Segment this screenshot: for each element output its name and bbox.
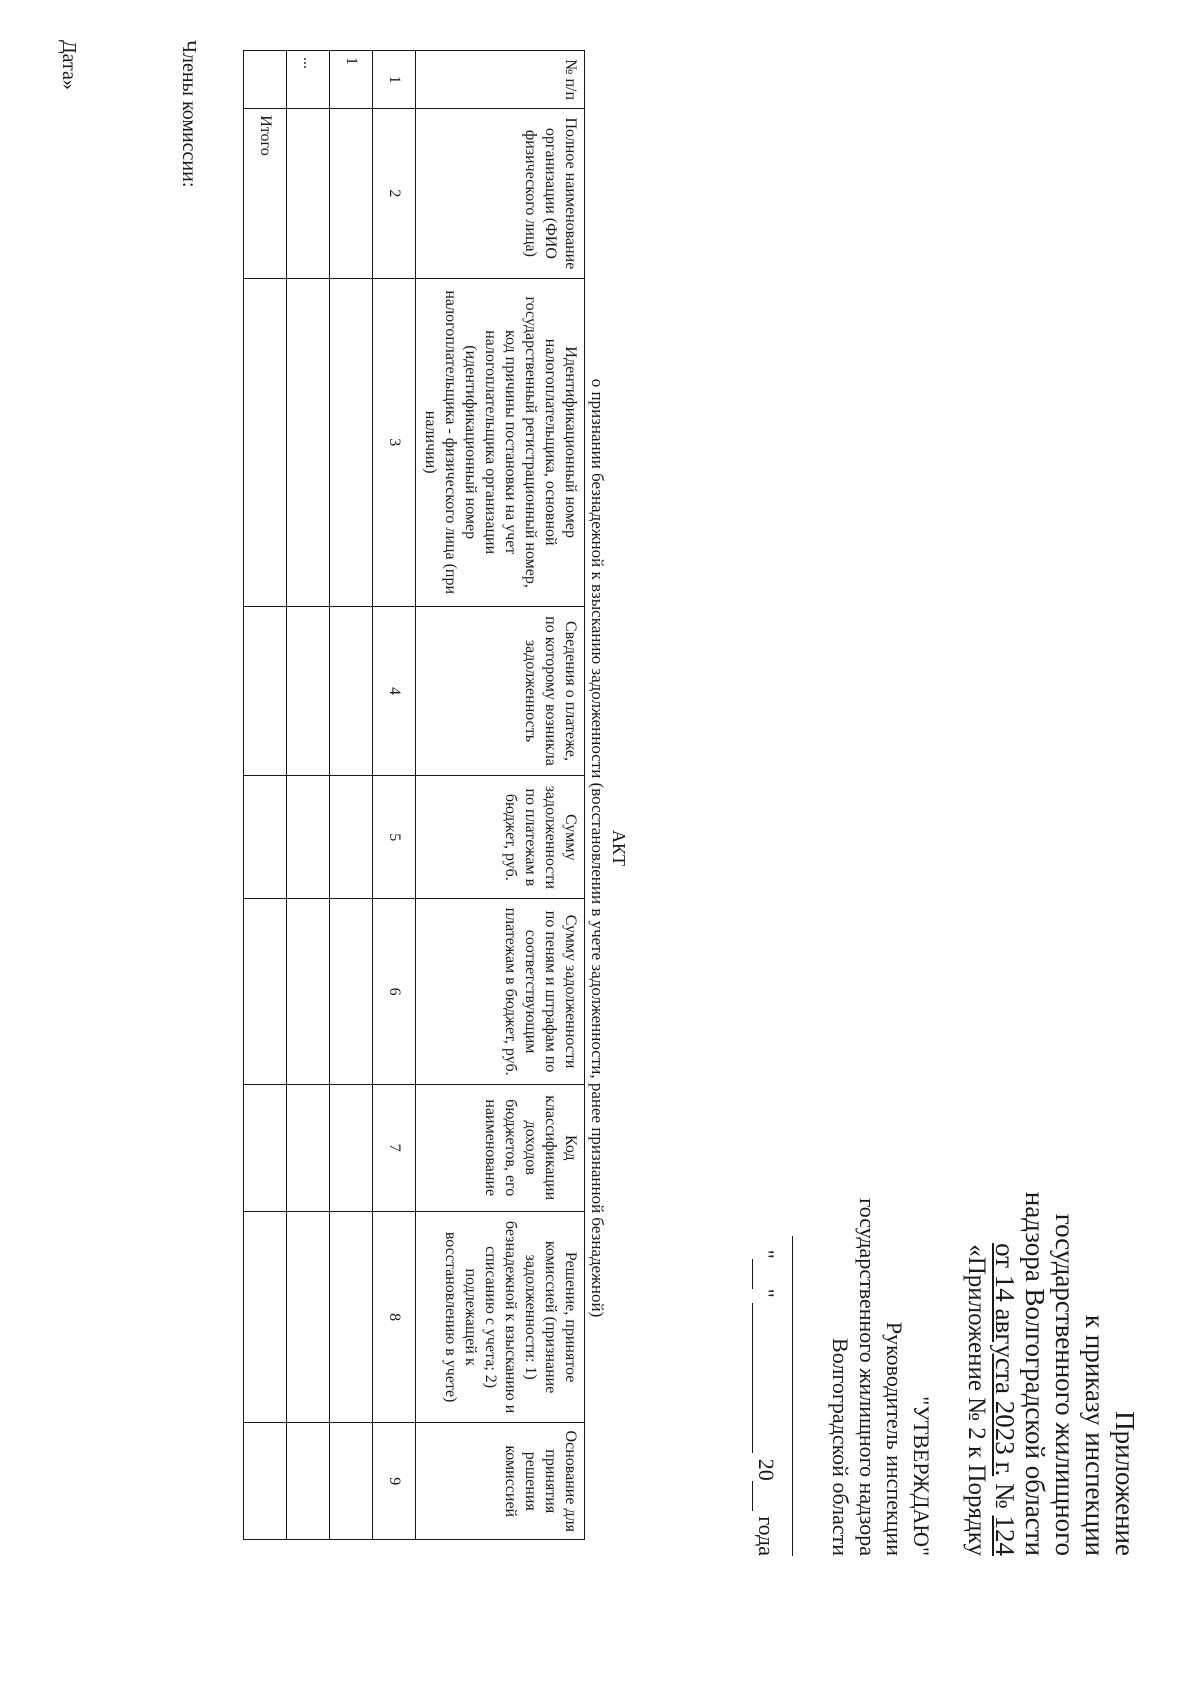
- appendix-block: [990, 996, 1140, 1556]
- date-year-prefix: 20: [754, 1458, 779, 1481]
- approval-title: "УТВЕРЖДАЮ": [909, 1396, 934, 1556]
- table-cell: 1: [373, 51, 416, 109]
- table-cell: ...: [287, 51, 330, 109]
- header-payment-info: Сведения о платеже, по которому возникла задолженность: [416, 606, 585, 775]
- table-cell: 7: [373, 1084, 416, 1211]
- header-name: Полное наименование организации (ФИО физического лица): [416, 109, 585, 278]
- header-budget-code: Код классификации доходов бюджетов, его наименование: [416, 1084, 585, 1211]
- table-cell: [287, 899, 330, 1084]
- table-cell: [244, 776, 287, 899]
- table-cell: [244, 1423, 287, 1540]
- table-cell: 5: [373, 776, 416, 899]
- approval-line: Волгоградской области: [828, 1338, 853, 1556]
- table-cell: [287, 1211, 330, 1423]
- header-penalty-sum: Сумму задолженности по пеням и штрафам по соответствующим платежам в бюджет, руб.: [416, 899, 585, 1084]
- table-cell: [287, 109, 330, 278]
- table-cell: [244, 278, 287, 606]
- table-cell: [244, 51, 287, 109]
- table-cell: 2: [373, 109, 416, 278]
- header-inn: Идентификационный номер налогоплательщика, основной государственный регистрационный номер, код причины постановки на учет налогоплательщика организации (идентификационный номер налогоплательщика - физического лица (при наличии): [416, 278, 585, 606]
- act-title-block: [586, 0, 630, 1696]
- table-cell: 6: [373, 899, 416, 1084]
- table-cell: [244, 606, 287, 775]
- appendix-line: государственного жилищного: [1050, 1213, 1080, 1556]
- table-cell: [330, 278, 373, 606]
- commission-members-label: Члены комиссии:: [178, 40, 200, 188]
- table-cell: [330, 776, 373, 899]
- order-number: 124: [990, 1515, 1020, 1556]
- order-number-sign: №: [990, 1476, 1020, 1516]
- table-cell: [287, 1084, 330, 1211]
- table-cell: 9: [373, 1423, 416, 1540]
- table-cell: 8: [373, 1211, 416, 1423]
- appendix-line: надзора Волгоградской области: [1020, 1191, 1050, 1556]
- month-blank: [752, 1303, 780, 1453]
- table-cell: [287, 278, 330, 606]
- signature-line: [792, 1236, 815, 1556]
- table-cell: 4: [373, 606, 416, 775]
- order-date: 14 августа 2023 г.: [990, 1274, 1020, 1477]
- year-blank: [752, 1481, 780, 1511]
- table-cell: [330, 1211, 373, 1423]
- table-header-row: [416, 51, 585, 1540]
- order-date-line: [990, 996, 1020, 1556]
- table-cell: [330, 109, 373, 278]
- date-label: Дата»: [58, 40, 80, 90]
- appendix-line: Приложение: [1110, 1411, 1140, 1556]
- table-row: [287, 51, 330, 1540]
- header-decision: Решение, принятое комиссией (признание задолженности: 1) безнадежной к взысканию и списанию с учета; 2) подлежащей к восстановлению в учете): [416, 1211, 585, 1423]
- table-cell: 1: [330, 51, 373, 109]
- table-cell: [287, 776, 330, 899]
- header-number: № п/п: [416, 51, 585, 109]
- table-cell: [244, 1211, 287, 1423]
- day-blank: [752, 1259, 780, 1289]
- column-number-row: [373, 51, 416, 1540]
- act-title: АКТ: [609, 830, 629, 866]
- approval-line: государственного жилищного надзора: [855, 1198, 880, 1556]
- total-label: Итого: [244, 109, 287, 278]
- date-quote-close: ": [754, 1288, 779, 1298]
- approval-line: Руководитель инспекции: [882, 1321, 907, 1556]
- approval-date: [752, 1076, 780, 1556]
- approval-block: [752, 1076, 935, 1556]
- table-row: [330, 51, 373, 1540]
- table-cell: [287, 606, 330, 775]
- act-table: [243, 50, 585, 1540]
- date-year-suffix: года: [754, 1516, 779, 1556]
- table-cell: [330, 1084, 373, 1211]
- total-row: [244, 51, 287, 1540]
- order-prefix: от: [990, 1243, 1020, 1275]
- act-subtitle: о признании безнадежной к взысканию задолженности (восстановлении в учете задолженности, ранее признанной безнадежной): [588, 378, 607, 1318]
- table-cell: [330, 899, 373, 1084]
- table-cell: [287, 1423, 330, 1540]
- table-cell: [330, 606, 373, 775]
- table-cell: 3: [373, 278, 416, 606]
- appendix-line: к приказу инспекции: [1080, 1314, 1110, 1556]
- table-cell: [244, 1084, 287, 1211]
- table-cell: [330, 1423, 373, 1540]
- date-quote-open: ": [754, 1249, 779, 1259]
- procedure-header: «Приложение № 2 к Порядку: [963, 1244, 990, 1556]
- table-cell: [244, 899, 287, 1084]
- header-basis: Основание для принятия решения комиссией: [416, 1423, 585, 1540]
- header-debt-sum: Сумму задолженности по платежам в бюджет, руб.: [416, 776, 585, 899]
